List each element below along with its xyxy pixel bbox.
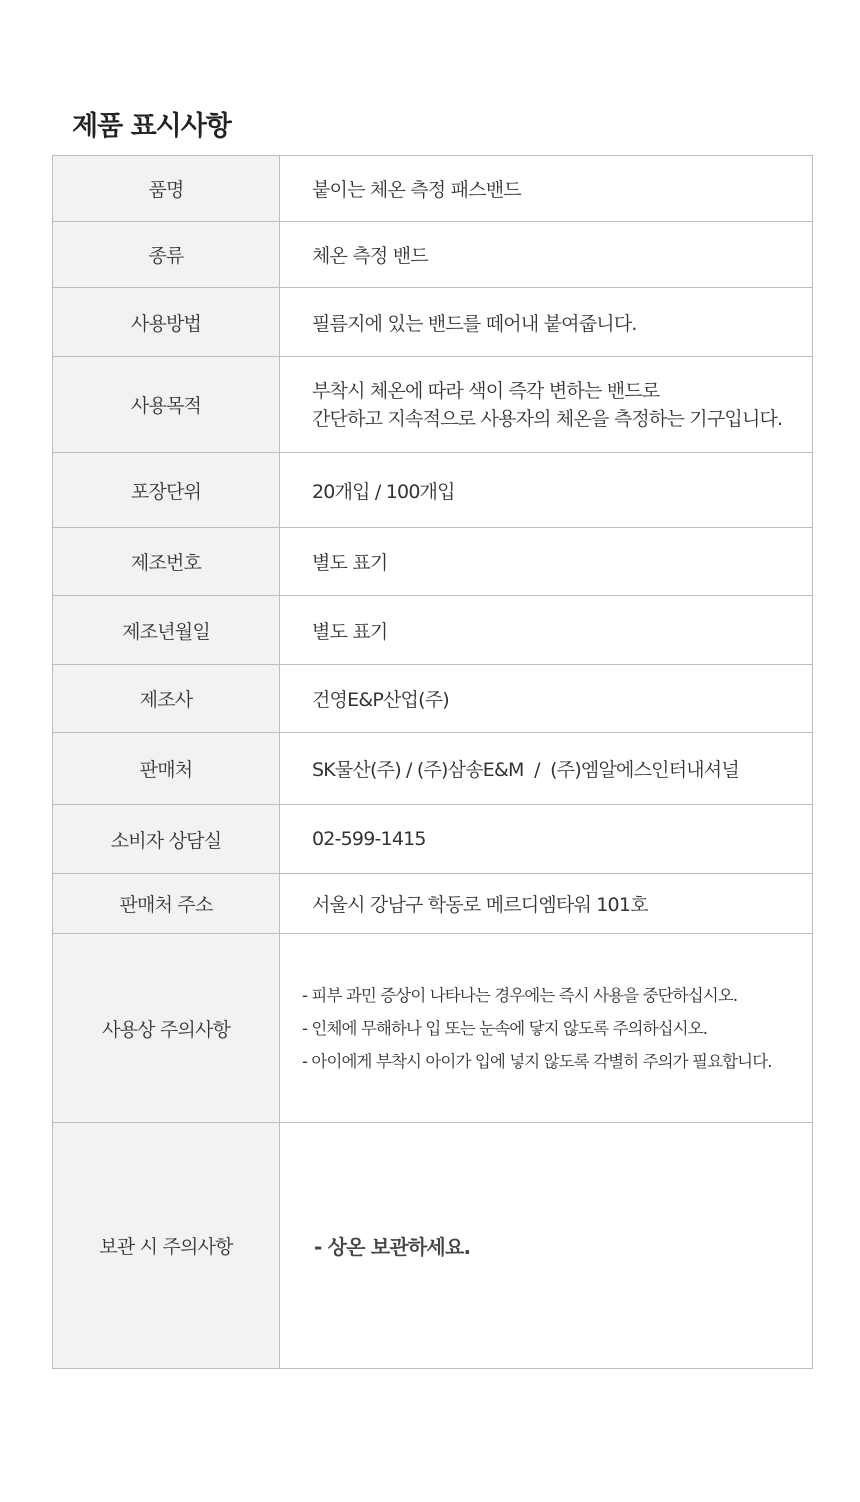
table-row	[53, 805, 813, 874]
caution-item-3: - 아이에게 부착시 아이가 입에 넣지 않도록 각별히 주의가 필요합니다.	[302, 1051, 772, 1071]
row-label-usage-caution: 사용상 주의사항	[53, 934, 280, 1123]
row-value-manufacturer: 건영E&P산업(주)	[280, 665, 813, 733]
table-row	[53, 596, 813, 665]
row-value-purpose	[280, 357, 813, 453]
row-value-consumer-center: 02-599-1415	[280, 805, 813, 874]
row-label-consumer-center: 소비자 상담실	[53, 805, 280, 874]
row-value-packaging: 20개입 / 100개입	[280, 453, 813, 528]
row-label-product-name: 품명	[53, 156, 280, 222]
storage-caution-text: - 상온 보관하세요.	[314, 1235, 471, 1259]
row-label-seller: 판매처	[53, 733, 280, 805]
row-label-manufacturer: 제조사	[53, 665, 280, 733]
row-value-seller-address: 서울시 강남구 학동로 메르디엠타워 101호	[280, 874, 813, 934]
table-row	[53, 733, 813, 805]
caution-item-2: - 인체에 무해하나 입 또는 눈속에 닿지 않도록 주의하십시오.	[302, 1018, 708, 1038]
row-label-purpose: 사용목적	[53, 357, 280, 453]
row-label-lot-number: 제조번호	[53, 528, 280, 596]
row-value-type: 체온 측정 밴드	[280, 222, 813, 288]
table-row	[53, 288, 813, 357]
row-label-packaging: 포장단위	[53, 453, 280, 528]
table-row	[53, 1123, 813, 1369]
table-row	[53, 222, 813, 288]
table-row	[53, 665, 813, 733]
row-value-lot-number: 별도 표기	[280, 528, 813, 596]
table-row	[53, 156, 813, 222]
table-row	[53, 357, 813, 453]
row-label-storage-caution: 보관 시 주의사항	[53, 1123, 280, 1369]
row-value-product-name: 붙이는 체온 측정 패스밴드	[280, 156, 813, 222]
table-row	[53, 874, 813, 934]
row-value-seller: SK물산(주) / (주)삼송E&M / (주)엠알에스인터내셔널	[280, 733, 813, 805]
row-label-seller-address: 판매처 주소	[53, 874, 280, 934]
row-value-usage: 필름지에 있는 밴드를 떼어내 붙여줍니다.	[280, 288, 813, 357]
page-title: 제품 표시사항	[72, 111, 231, 142]
table-row	[53, 934, 813, 1123]
product-info-table	[52, 155, 813, 1369]
row-label-type: 종류	[53, 222, 280, 288]
caution-list	[302, 979, 812, 1078]
purpose-line-2: 간단하고 지속적으로 사용자의 체온을 측정하는 기구입니다.	[312, 407, 783, 430]
row-value-manufacture-date: 별도 표기	[280, 596, 813, 665]
row-value-storage-caution	[280, 1123, 813, 1369]
row-label-usage: 사용방법	[53, 288, 280, 357]
row-value-usage-caution	[280, 934, 813, 1123]
table-row	[53, 453, 813, 528]
caution-item-1: - 피부 과민 증상이 나타나는 경우에는 즉시 사용을 중단하십시오.	[302, 985, 738, 1005]
purpose-line-1: 부착시 체온에 따라 색이 즉각 변하는 밴드로	[312, 379, 660, 402]
row-label-manufacture-date: 제조년월일	[53, 596, 280, 665]
table-row	[53, 528, 813, 596]
